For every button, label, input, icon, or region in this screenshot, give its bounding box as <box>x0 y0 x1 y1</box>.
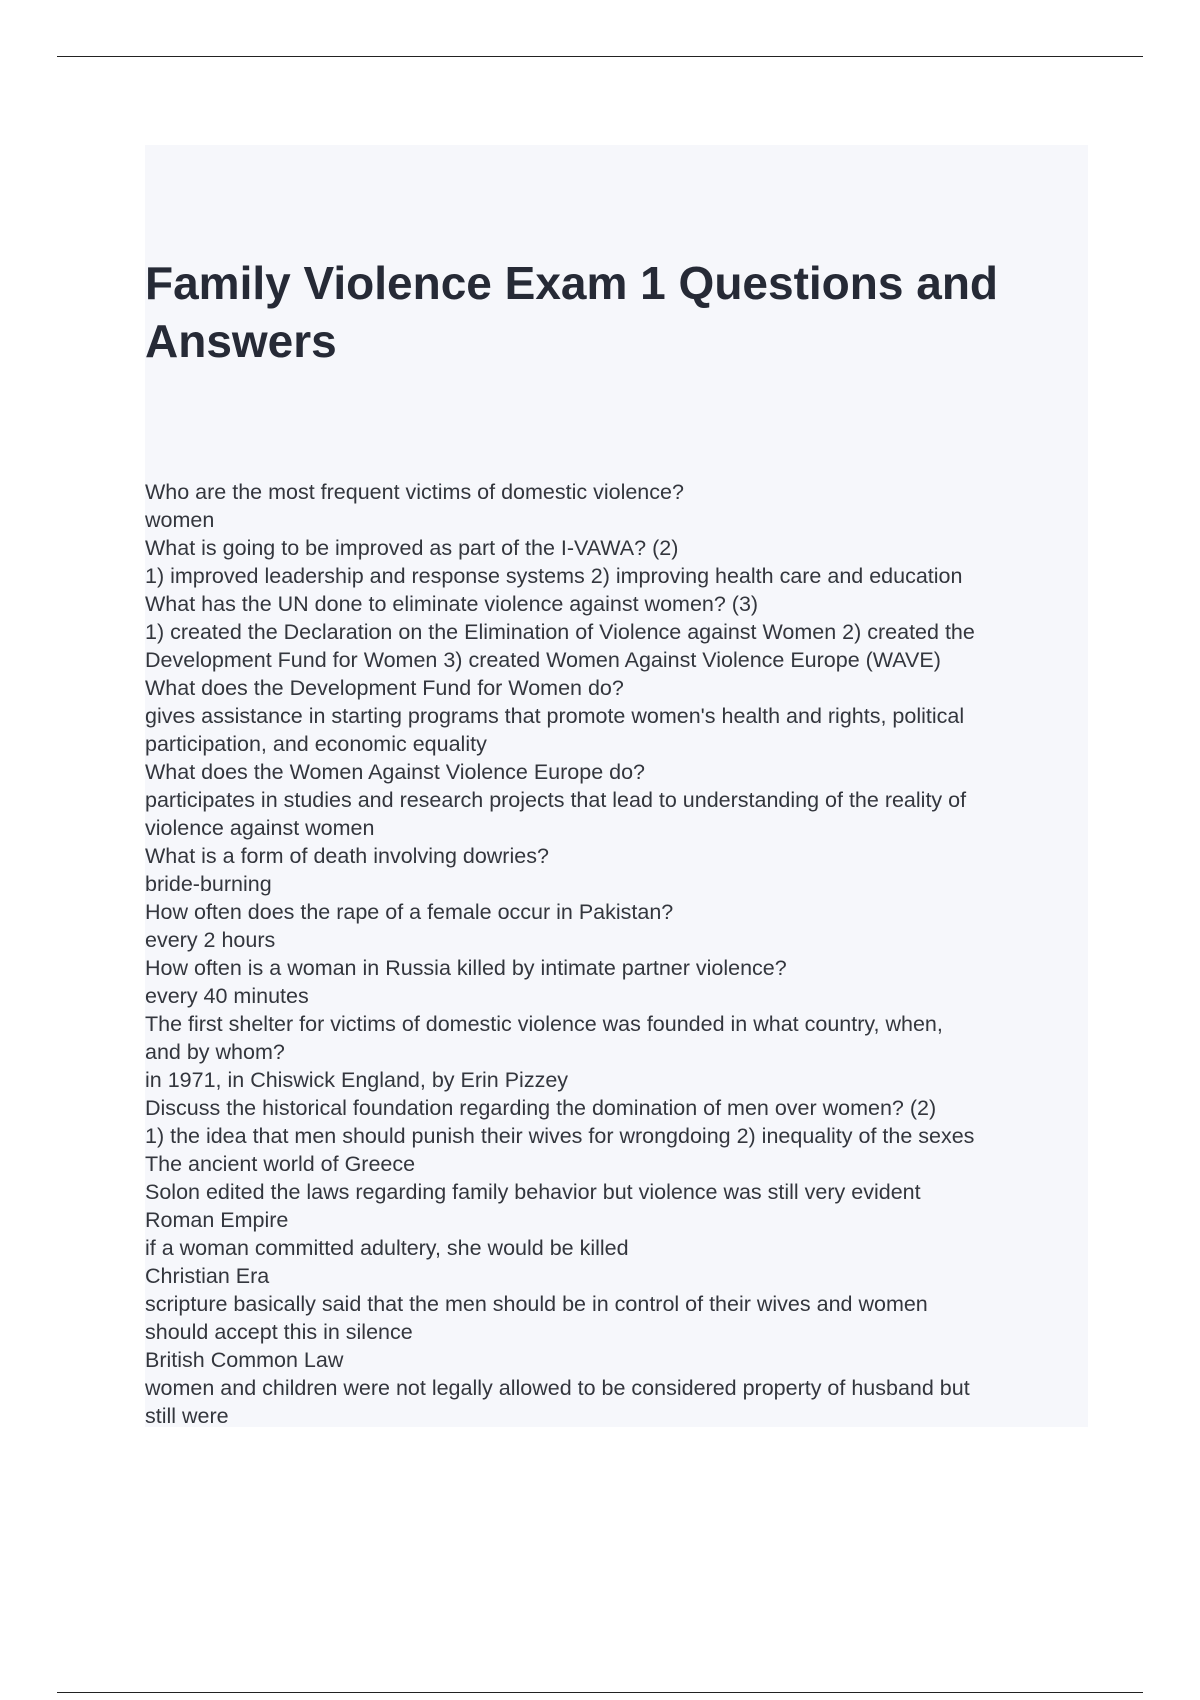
text-line: 1) created the Declaration on the Elimination of Violence against Women 2) created the <box>145 620 975 644</box>
text-line: How often does the rape of a female occur in Pakistan? <box>145 900 674 924</box>
text-line: What is a form of death involving dowries? <box>145 844 549 868</box>
text-line: and by whom? <box>145 1040 285 1064</box>
document-content <box>145 145 1088 1427</box>
text-line: Christian Era <box>145 1264 270 1288</box>
text-line: every 40 minutes <box>145 984 309 1008</box>
text-line: bride-burning <box>145 872 272 896</box>
text-line: Development Fund for Women 3) created Women Against Violence Europe (WAVE) <box>145 648 941 672</box>
text-line: women and children were not legally allowed to be considered property of husband but <box>145 1376 970 1400</box>
text-line: if a woman committed adultery, she would be killed <box>145 1236 629 1260</box>
text-line: What does the Development Fund for Women do? <box>145 676 624 700</box>
top-divider <box>57 56 1143 57</box>
text-line: participation, and economic equality <box>145 732 487 756</box>
text-line: The first shelter for victims of domestic violence was founded in what country, when, <box>145 1012 943 1036</box>
text-line: What has the UN done to eliminate violence against women? (3) <box>145 592 759 616</box>
text-line: women <box>145 508 215 532</box>
text-line: The ancient world of Greece <box>145 1152 416 1176</box>
text-line: should accept this in silence <box>145 1320 413 1344</box>
document-title: Family Violence Exam 1 Questions and Answers <box>145 257 999 367</box>
text-line: violence against women <box>145 816 375 840</box>
bottom-divider <box>57 1692 1143 1693</box>
text-line: Who are the most frequent victims of domestic violence? <box>145 480 684 504</box>
text-line: British Common Law <box>145 1348 344 1372</box>
text-line: 1) improved leadership and response systems 2) improving health care and education <box>145 564 963 588</box>
text-line: in 1971, in Chiswick England, by Erin Pizzey <box>145 1068 569 1092</box>
text-line: Roman Empire <box>145 1208 289 1232</box>
text-line: What is going to be improved as part of the I-VAWA? (2) <box>145 536 679 560</box>
text-line: participates in studies and research projects that lead to understanding of the reality of <box>145 788 967 812</box>
text-line: gives assistance in starting programs that promote women's health and rights, political <box>145 704 965 728</box>
text-line: 1) the idea that men should punish their wives for wrongdoing 2) inequality of the sexes <box>145 1124 975 1148</box>
text-line: every 2 hours <box>145 928 276 952</box>
text-line: scripture basically said that the men should be in control of their wives and women <box>145 1292 928 1316</box>
text-line: Solon edited the laws regarding family behavior but violence was still very evident <box>145 1180 921 1204</box>
qa-list <box>145 478 1088 1430</box>
text-line: still were <box>145 1404 229 1428</box>
text-line: Discuss the historical foundation regarding the domination of men over women? (2) <box>145 1096 937 1120</box>
text-line: How often is a woman in Russia killed by intimate partner violence? <box>145 956 787 980</box>
text-line: What does the Women Against Violence Europe do? <box>145 760 646 784</box>
